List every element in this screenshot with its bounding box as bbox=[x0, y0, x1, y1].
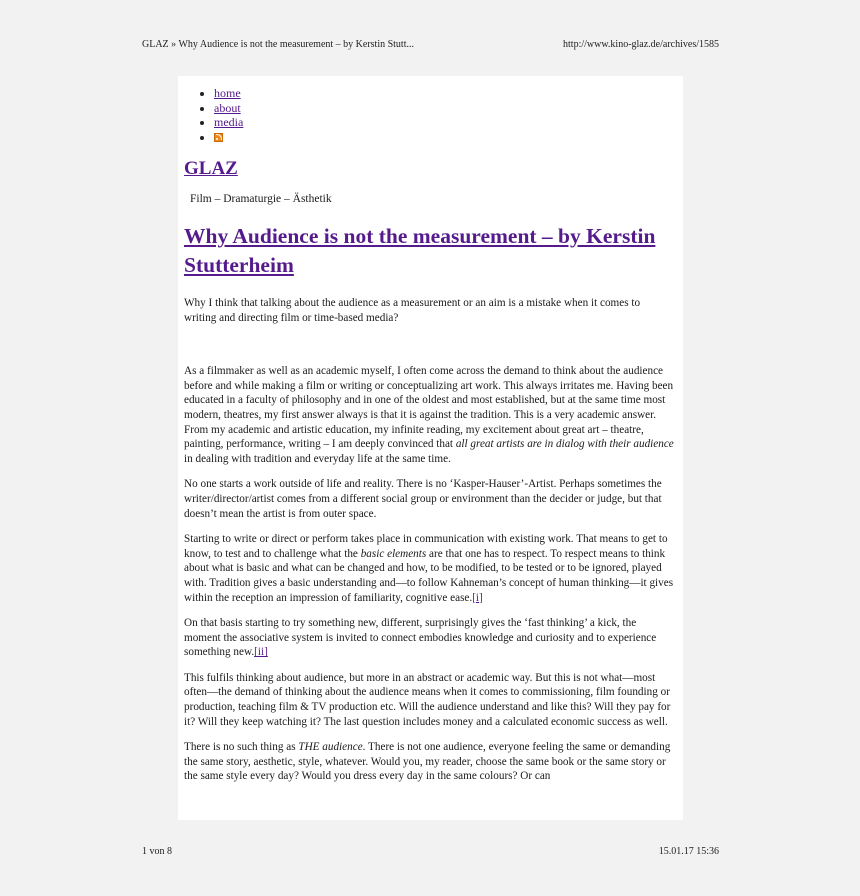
post-intro: Why I think that talking about the audience as a measurement or an aim is a mistake when it comes to writing and directing film or time-based media? bbox=[184, 297, 641, 324]
print-timestamp: 15.01.17 15:36 bbox=[658, 846, 719, 857]
paragraph-6 bbox=[184, 740, 674, 784]
nav-link-media[interactable]: media bbox=[214, 115, 244, 129]
paragraph-6-text-b: . There is not one audience, everyone feeling the same or demanding the same story, aesthetic, style, whatever. Would you, my reader, choose the same book or the same story or the same style every day? Would you dress every day in the same colours? Or can bbox=[184, 741, 671, 783]
paragraph-1-text-b: in dealing with tradition and everyday life at the same time. bbox=[184, 452, 451, 465]
paragraph-5: This fulfils thinking about audience, but more in an abstract or academic way. But this is not what—most often—the demand of thinking about the audience means when it comes to commissioning, film founding or production, teaching film & TV production etc. Will the audience understand and like this? Will they pay for it? Will they keep watching it? The last question includes money and a calculated economic success as well. bbox=[184, 671, 671, 728]
paragraph-1 bbox=[184, 364, 674, 466]
paragraph-4-text: On that basis starting to try something new, different, surprisingly gives the ‘fast thinking’ a kick, the moment the associative system is invited to connect embodies knowledge and curiosity and to experience something new. bbox=[184, 617, 657, 659]
paragraph-4 bbox=[184, 616, 674, 660]
paragraph-3-text-b: are that one has to respect. To respect means to think about what is basic and what can be changed and how, to be modified, to be tested or to be ignored, played with. Tradition gives a basic understanding and—to follow Kahneman’s concept of human thinking—it gives within the reception an impression of familiarity, cognitive ease. bbox=[184, 547, 674, 604]
print-header-title: GLAZ » Why Audience is not the measurement – by Kerstin Stutt... bbox=[142, 39, 414, 50]
site-title-link[interactable]: GLAZ bbox=[184, 158, 238, 179]
nav-item-media bbox=[214, 115, 674, 130]
paragraph-6-text-a: There is no such thing as bbox=[184, 741, 299, 754]
paragraph-3-text-a: Starting to write or direct or perform takes place in communication with existing work. That means to get to know, to test and to challenge what the bbox=[184, 533, 668, 560]
page-content bbox=[184, 76, 674, 795]
nav-item-rss bbox=[214, 130, 674, 145]
site-tagline: Film – Dramaturgie – Ästhetik bbox=[190, 193, 332, 205]
paragraph-3-emphasis: basic elements bbox=[360, 547, 427, 560]
paragraph-1-text-a: As a filmmaker as well as an academic myself, I often come across the demand to think about the audience before and while making a film or writing or conceptualizing art work. This always irritates me. Having been educated in a faculty of philosophy and in one of the oldest and most established, but at the same time most modern, theatres, my first answer always is that it is against the tradition. This is a very academic answer. From my academic and artistic education, my infinite reading, my excitement about great art – theatre, painting, performance, writing – I am deeply convinced that bbox=[184, 365, 674, 451]
footnote-link-1[interactable]: [i] bbox=[472, 591, 483, 604]
nav-link-about[interactable]: about bbox=[214, 100, 241, 115]
print-footer bbox=[142, 846, 719, 857]
page bbox=[178, 76, 683, 820]
post-title bbox=[184, 222, 674, 280]
print-header-url: http://www.kino-glaz.de/archives/1585 bbox=[563, 39, 719, 50]
paragraph-6-emphasis: THE audience bbox=[298, 741, 363, 754]
paragraph-2: No one starts a work outside of life and reality. There is no ‘Kasper-Hauser’-Artist. Perhaps sometimes the writer/director/artist comes from a different social group or environment than the decider or judge, but that doesn’t mean the artist is from outer space. bbox=[184, 478, 662, 520]
paragraph-1-emphasis: all great artists are in dialog with their audience bbox=[455, 438, 674, 451]
paragraph-3 bbox=[184, 532, 674, 605]
page-number: 1 von 8 bbox=[142, 846, 172, 857]
nav-menu bbox=[184, 86, 674, 144]
site-title bbox=[184, 158, 674, 180]
rss-link[interactable] bbox=[214, 130, 223, 144]
footnote-link-2[interactable]: [ii] bbox=[254, 646, 268, 659]
print-header bbox=[142, 39, 719, 50]
post-body bbox=[184, 296, 674, 784]
nav-item-about bbox=[214, 101, 674, 116]
nav-link-home[interactable]: home bbox=[214, 86, 241, 100]
nav-item-home bbox=[214, 86, 674, 101]
rss-icon bbox=[214, 133, 223, 142]
post-title-link[interactable]: Why Audience is not the measurement – by Kerstin Stutterheim bbox=[184, 224, 656, 277]
